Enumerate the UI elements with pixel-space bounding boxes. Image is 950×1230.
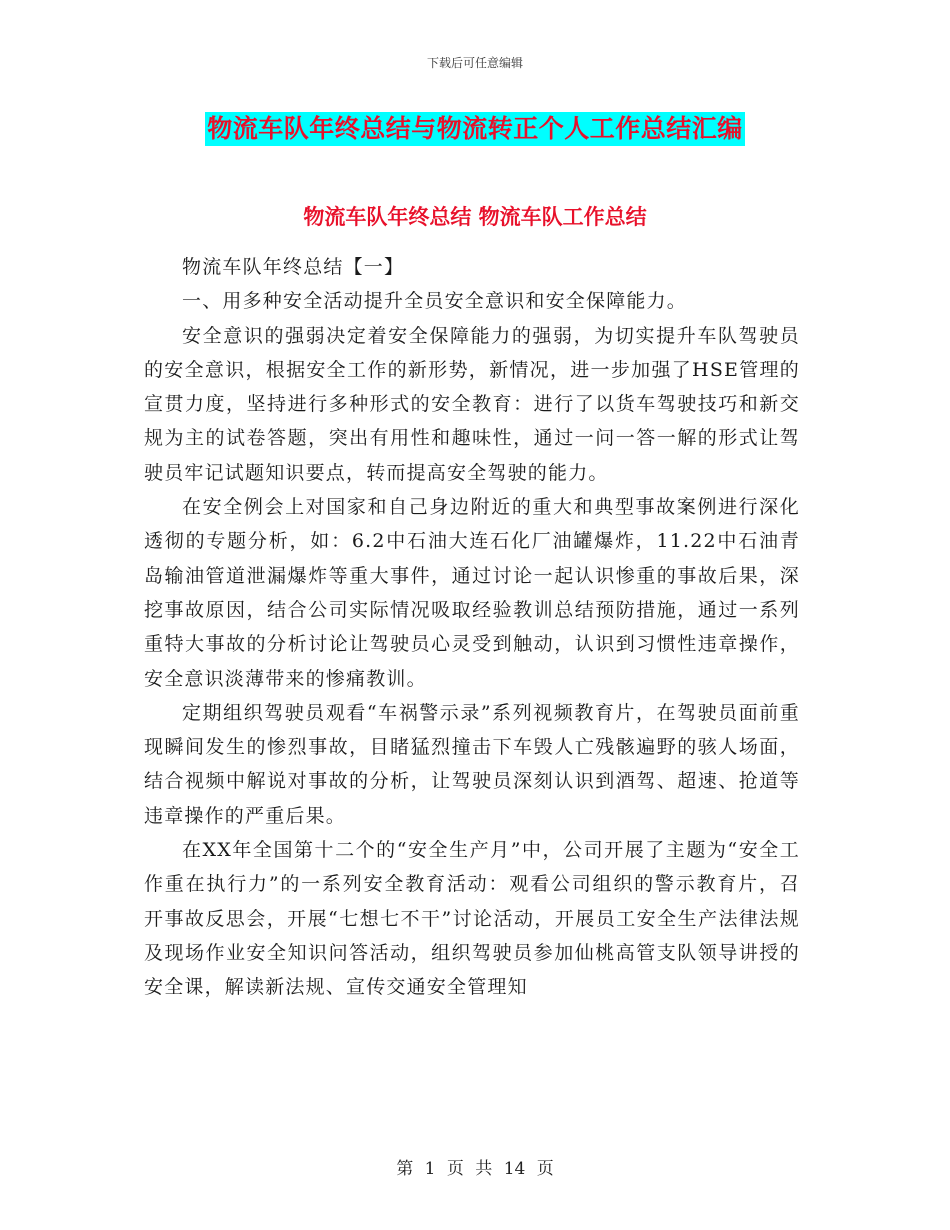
document-body <box>144 250 800 1005</box>
body-paragraph: 在XX年全国第十二个的“安全生产月”中，公司开展了主题为“安全工作重在执行力”的一系列安全教育活动：观看公司组织的警示教育片，召开事故反思会，开展“七想七不干”讨论活动，开展员工安全生产法律法规及现场作业安全知识问答活动，组织驾驶员参加仙桃高管支队领导讲授的安全课，解读新法规、宣传交通安全管理知 <box>144 839 800 999</box>
main-title-container <box>0 112 950 146</box>
section-heading: 物流车队年终总结【一】 <box>182 256 405 278</box>
main-title: 物流车队年终总结与物流转正个人工作总结汇编 <box>205 112 745 146</box>
page-number: 第 1 页 共 14 页 <box>396 1159 554 1179</box>
body-paragraph: 定期组织驾驶员观看“车祸警示录”系列视频教育片，在驾驶员面前重现瞬间发生的惨烈事故，目睹猛烈撞击下车毁人亡残骸遍野的骇人场面，结合视频中解说对事故的分析，让驾驶员深刻认识到酒驾、超速、抢道等违章操作的严重后果。 <box>144 701 800 827</box>
body-paragraph: 在安全例会上对国家和自己身边附近的重大和典型事故案例进行深化透彻的专题分析，如：6.2中石油大连石化厂油罐爆炸，11.22中石油青岛输油管道泄漏爆炸等重大事件，通过讨论一起认识惨重的事故后果，深挖事故原因，结合公司实际情况吸取经验教训总结预防措施，通过一系列重特大事故的分析讨论让驾驶员心灵受到触动，认识到习惯性违章操作，安全意识淡薄带来的惨痛教训。 <box>144 496 800 690</box>
body-paragraph: 安全意识的强弱决定着安全保障能力的强弱，为切实提升车队驾驶员的安全意识，根据安全工作的新形势，新情况，进一步加强了HSE管理的宣贯力度，坚持进行多种形式的安全教育：进行了以货车驾驶技巧和新交规为主的试卷答题，突出有用性和趣味性，通过一问一答一解的形式让驾驶员牢记试题知识要点，转而提高安全驾驶的能力。 <box>144 324 800 484</box>
section-title: 物流车队年终总结 物流车队工作总结 <box>303 205 647 229</box>
point-heading: 一、用多种安全活动提升全员安全意识和安全保障能力。 <box>182 290 688 313</box>
page-header-note: 下载后可任意编辑 <box>426 56 523 70</box>
